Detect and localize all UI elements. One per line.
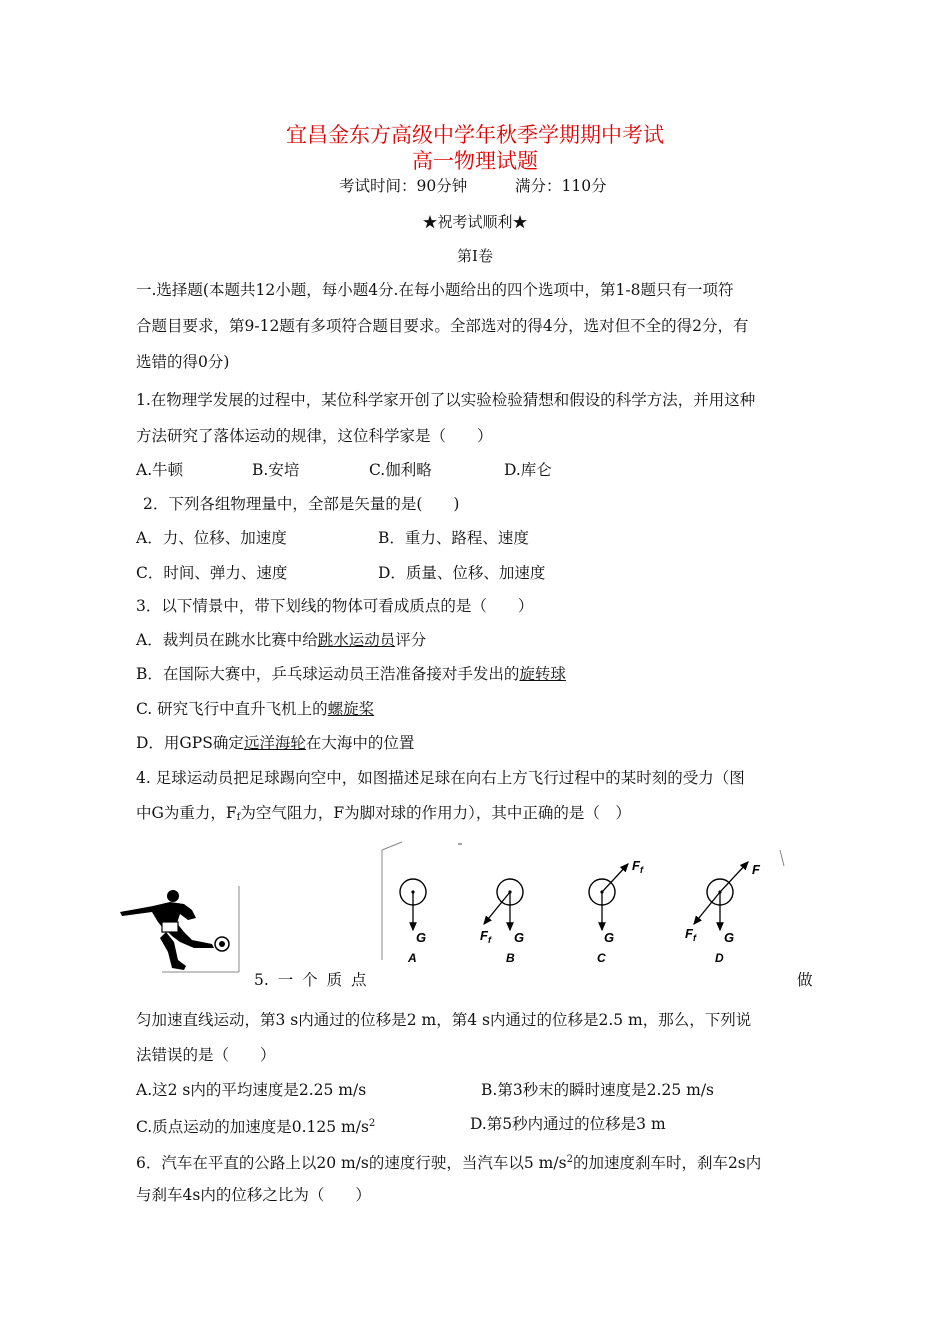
diagram-label-a: A bbox=[408, 951, 417, 965]
force-option-a bbox=[400, 879, 426, 965]
q5-option-c bbox=[136, 1114, 375, 1137]
q3-option-d-post: 在大海中的位置 bbox=[305, 734, 415, 752]
q3-option-d-pre: D．用GPS确定 bbox=[136, 734, 244, 752]
q3-option-c bbox=[136, 699, 374, 719]
q2-stem: 2．下列各组物理量中，全部是矢量的是( ) bbox=[143, 495, 460, 513]
q5-option-a: A.这2 s内的平均速度是2.25 m/s bbox=[136, 1081, 367, 1099]
q1-option-b: B.安培 bbox=[252, 461, 300, 479]
q3-option-a-post: 评分 bbox=[395, 631, 427, 649]
q1-option-a: A.牛顿 bbox=[136, 461, 184, 479]
air-resistance-label-b: $F_f$ bbox=[480, 928, 491, 945]
q3-option-a bbox=[136, 630, 426, 650]
air-resistance-label-d: $F_f$ bbox=[685, 926, 696, 943]
diagram-label-c: C bbox=[597, 951, 606, 965]
force-diagram-figure bbox=[380, 840, 786, 970]
q1-stem-line2: 方法研究了落体运动的规律，这位科学家是（ ） bbox=[136, 427, 493, 445]
q3-option-b-pre: B．在国际大赛中，乒乓球运动员王浩准备接对手发出的 bbox=[136, 665, 520, 683]
q4-stem-line2-pre: 中G为重力，F bbox=[136, 804, 237, 822]
q5-option-c-text: C.质点运动的加速度是0.125 m/s bbox=[136, 1118, 369, 1136]
gravity-label-b: G bbox=[514, 930, 525, 945]
q1-stem-line1: 1.在物理学发展的过程中，某位科学家开创了以实验检验猜想和假设的科学方法，并用这种 bbox=[136, 391, 756, 409]
q5-stem-line2: 匀加速直线运动，第3 s内通过的位移是2 m，第4 s内通过的位移是2.5 m，那么，下列说 bbox=[136, 1011, 752, 1029]
q6-stem-line1-pre: 6．汽车在平直的公路上以20 m/s的速度行驶，当汽车以5 m/s bbox=[136, 1154, 567, 1172]
q6-stem-line2: 与刹车4s内的位移之比为（ ） bbox=[136, 1186, 371, 1204]
q2-option-c: C．时间、弹力、速度 bbox=[136, 564, 288, 582]
q5-option-b: B.第3秒末的瞬时速度是2.25 m/s bbox=[481, 1081, 714, 1099]
q5-stem-post: 做 bbox=[797, 971, 813, 989]
q2-option-b: B．重力、路程、速度 bbox=[378, 529, 529, 547]
foot-force-arrow-d bbox=[720, 862, 748, 892]
q3-option-d bbox=[136, 733, 414, 753]
force-option-c bbox=[589, 858, 644, 965]
q6-stem-line1-post: 的加速度刹车时，刹车2s内 bbox=[572, 1154, 762, 1172]
section-intro-line3: 选错的得0分) bbox=[136, 353, 230, 371]
q2-option-a: A．力、位移、加速度 bbox=[136, 529, 287, 547]
full-score: 满分：110分 bbox=[515, 177, 607, 195]
q5-stem-line3: 法错误的是（ ） bbox=[136, 1046, 276, 1064]
air-resistance-arrow-d bbox=[694, 892, 720, 924]
section-intro-line2: 合题目要求，第9-12题有多项符合题目要求。全部选对的得4分，选对但不全的得2分，有 bbox=[136, 317, 749, 335]
gravity-label-a: G bbox=[416, 930, 427, 945]
q3-option-a-underlined: 跳水运动员 bbox=[317, 631, 396, 649]
force-option-d bbox=[685, 862, 761, 965]
q6-stem-line1-sup: 2 bbox=[566, 1154, 573, 1165]
q3-option-b-underlined: 旋转球 bbox=[519, 665, 566, 683]
air-resistance-label-c: $F_f$ bbox=[632, 858, 643, 875]
q4-stem-line1: 4. 足球运动员把足球踢向空中，如图描述足球在向右上方飞行过程中的某时刻的受力（图 bbox=[136, 769, 745, 787]
gravity-label-d: G bbox=[724, 930, 735, 945]
q4-stem-line2-sub: f bbox=[236, 812, 241, 823]
section-intro-line1: 一.选择题(本题共12小题，每小题4分.在每小题给出的四个选项中，第1-8题只有一项符 bbox=[136, 281, 734, 299]
q3-option-a-pre: A．裁判员在跳水比赛中给 bbox=[136, 631, 318, 649]
q3-option-d-underlined: 远洋海轮 bbox=[243, 734, 306, 752]
q6-stem-line1 bbox=[136, 1150, 761, 1173]
soccer-player-illustration bbox=[118, 886, 240, 976]
exam-subtitle: 高一物理试题 bbox=[412, 149, 538, 173]
diagram-label-d: D bbox=[715, 951, 724, 965]
q4-stem-line2-post: 为空气阻力，F为脚对球的作用力），其中正确的是（ ） bbox=[240, 804, 631, 822]
air-resistance-arrow-b bbox=[484, 892, 510, 924]
q5-option-d: D.第5秒内通过的位移是3 m bbox=[470, 1115, 666, 1133]
exam-time: 考试时间：90分钟 bbox=[339, 177, 468, 195]
gravity-label-c: G bbox=[604, 930, 615, 945]
foot-force-label-d: F bbox=[752, 862, 760, 877]
diagram-label-b: B bbox=[506, 951, 515, 965]
volume-label: 第Ⅰ卷 bbox=[457, 247, 493, 265]
exam-title: 宜昌金东方高级中学年秋季学期期中考试 bbox=[286, 123, 664, 147]
q3-option-c-underlined: 螺旋桨 bbox=[327, 700, 375, 718]
q3-stem: 3．以下情景中，带下划线的物体可看成质点的是（ ） bbox=[136, 597, 534, 615]
q4-stem-line2 bbox=[136, 803, 631, 828]
q3-option-b bbox=[136, 664, 566, 684]
q1-option-c: C.伽利略 bbox=[369, 461, 432, 479]
q5-option-c-sup: 2 bbox=[368, 1118, 376, 1129]
q5-stem-pre: 5. 一 个 质 点 bbox=[254, 971, 367, 989]
force-option-b bbox=[480, 879, 524, 965]
exam-wish: ★祝考试顺利★ bbox=[422, 213, 528, 231]
q1-option-d: D.库仑 bbox=[504, 461, 552, 479]
q3-option-c-pre: C. 研究飞行中直升飞机上的 bbox=[136, 700, 328, 718]
q2-option-d: D．质量、位移、加速度 bbox=[378, 564, 546, 582]
